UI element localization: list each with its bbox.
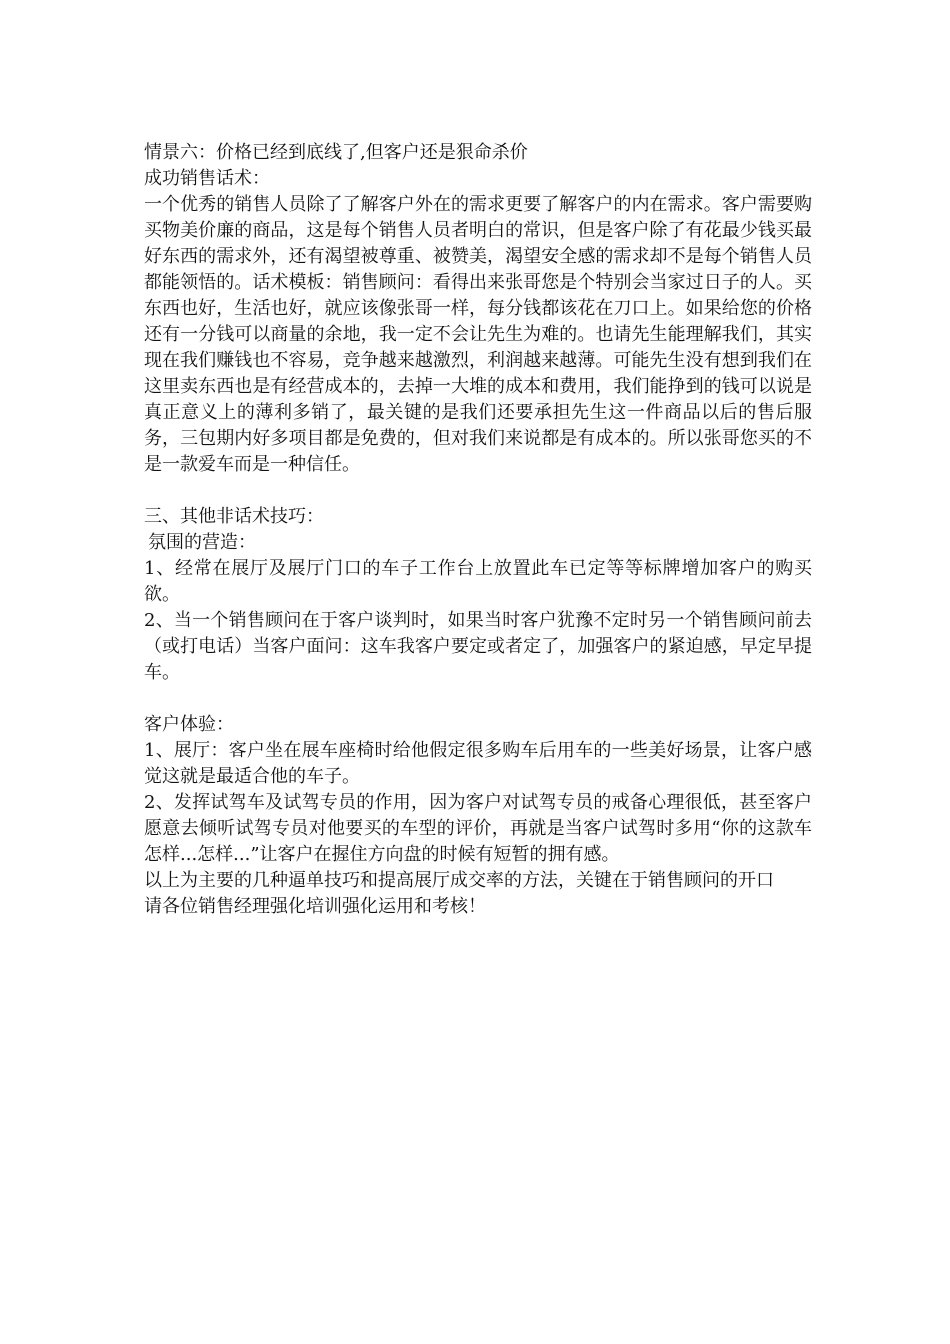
- scenario-body: 一个优秀的销售人员除了了解客户外在的需求更要了解客户的内在需求。客户需要购买物美价廉的商品，这是每个销售人员者明白的常识，但是客户除了有花最少钱买最好东西的需求外，还有渴望被尊重、被赞美，渴望安全感的需求却不是每个销售人员都能领悟的。话术模板：销售顾问：看得出来张哥您是个特别会当家过日子的人。买东西也好，生活也好，就应该像张哥一样，每分钱都该花在刀口上。如果给您的价格还有一分钱可以商量的余地，我一定不会让先生为难的。也请先生能理解我们，其实现在我们赚钱也不容易，竞争越来越激烈，利润越来越薄。可能先生没有想到我们在这里卖东西也是有经营成本的，去掉一大堆的成本和费用，我们能挣到的钱可以说是真正意义上的薄利多销了，最关键的是我们还要承担先生这一件商品以后的售后服务，三包期内好多项目都是免费的，但对我们来说都是有成本的。所以张哥您买的不是一款爱车而是一种信任。: [144, 194, 812, 475]
- atmosphere-item-1: 1、经常在展厅及展厅门口的车子工作台上放置此车已定等等标牌增加客户的购买欲。: [144, 558, 812, 605]
- success-label: 成功销售话术：: [144, 168, 270, 189]
- scenario-title: 情景六：价格已经到底线了,但客户还是狠命杀价: [144, 142, 528, 163]
- experience-label: 客户体验：: [144, 714, 234, 735]
- atmosphere-item-2: 2、当一个销售顾问在于客户谈判时，如果当时客户犹豫不定时另一个销售顾问前去（或打电话）当客户面问：这车我客户要定或者定了，加强客户的紧迫感，早定早提车。: [144, 610, 812, 683]
- experience-item-2: 2、发挥试驾车及试驾专员的作用，因为客户对试驾专员的戒备心理很低，甚至客户愿意去倾听试驾专员对他要买的车型的评价，再就是当客户试驾时多用“你的这款车怎样...怎样...”让客户在握住方向盘的时候有短暂的拥有感。: [144, 792, 812, 865]
- closing-line-1: 以上为主要的几种逼单技巧和提高展厅成交率的方法，关键在于销售顾问的开口: [144, 870, 774, 891]
- section3-title: 三、其他非话术技巧：: [144, 506, 324, 527]
- atmosphere-label: 氛围的营造：: [148, 532, 256, 553]
- spacer: [144, 686, 812, 712]
- closing-line-2: 请各位销售经理强化培训强化运用和考核！: [144, 896, 486, 917]
- spacer: [144, 478, 812, 504]
- experience-item-1: 1、展厅：客户坐在展车座椅时给他假定很多购车后用车的一些美好场景，让客户感觉这就是最适合他的车子。: [144, 740, 812, 787]
- document-page: [144, 140, 812, 920]
